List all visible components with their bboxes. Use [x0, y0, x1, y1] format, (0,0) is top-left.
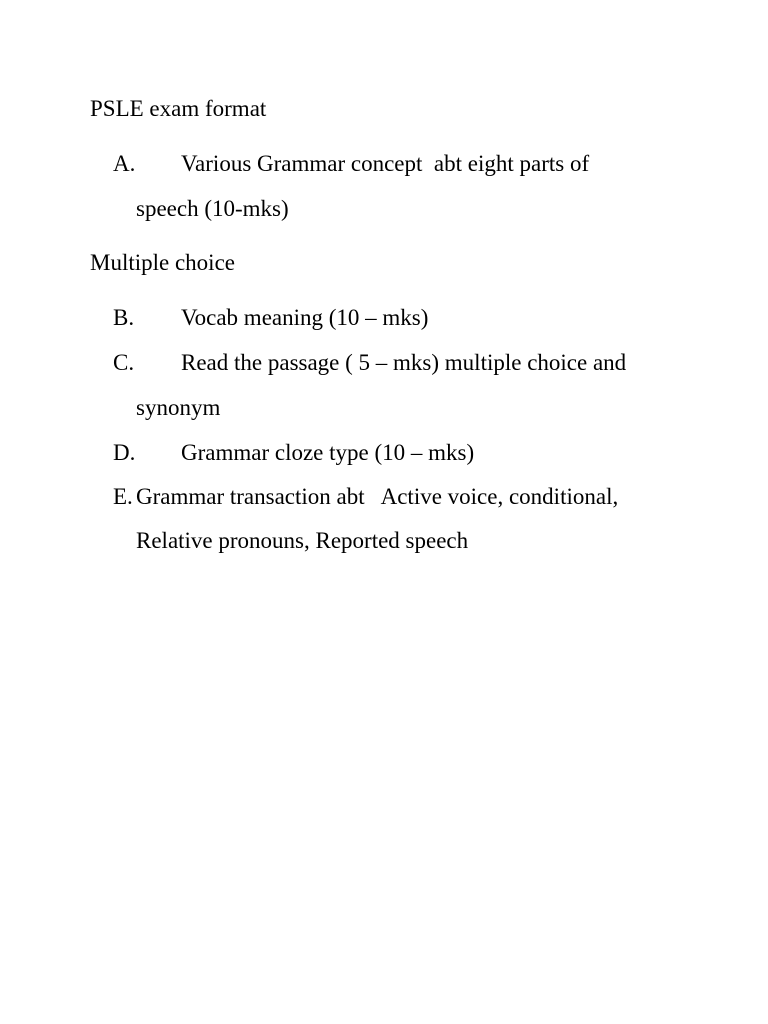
- list-item-a-line1: Various Grammar concept abt eight parts of: [181, 151, 590, 176]
- list-item-e-line2: Relative pronouns, Reported speech: [136, 528, 469, 553]
- list-item-d-line1: Grammar cloze type (10 – mks): [181, 440, 475, 465]
- list-item-e-line1: Grammar transaction abt Active voice, conditional,: [136, 484, 619, 509]
- list-marker-a: A.: [113, 151, 136, 176]
- list-marker-b: B.: [113, 305, 135, 330]
- document-heading: PSLE exam format: [90, 96, 267, 121]
- list-marker-c: C.: [113, 350, 135, 375]
- list-item-c-line2: synonym: [136, 395, 221, 420]
- list-item-c-line1: Read the passage ( 5 – mks) multiple choice and: [181, 350, 627, 375]
- list-item-a-line2: speech (10-mks): [136, 196, 289, 221]
- list-marker-e: E.: [113, 484, 133, 509]
- document-subheading: Multiple choice: [90, 250, 235, 275]
- list-item-b-line1: Vocab meaning (10 – mks): [181, 305, 429, 330]
- list-marker-d: D.: [113, 440, 136, 465]
